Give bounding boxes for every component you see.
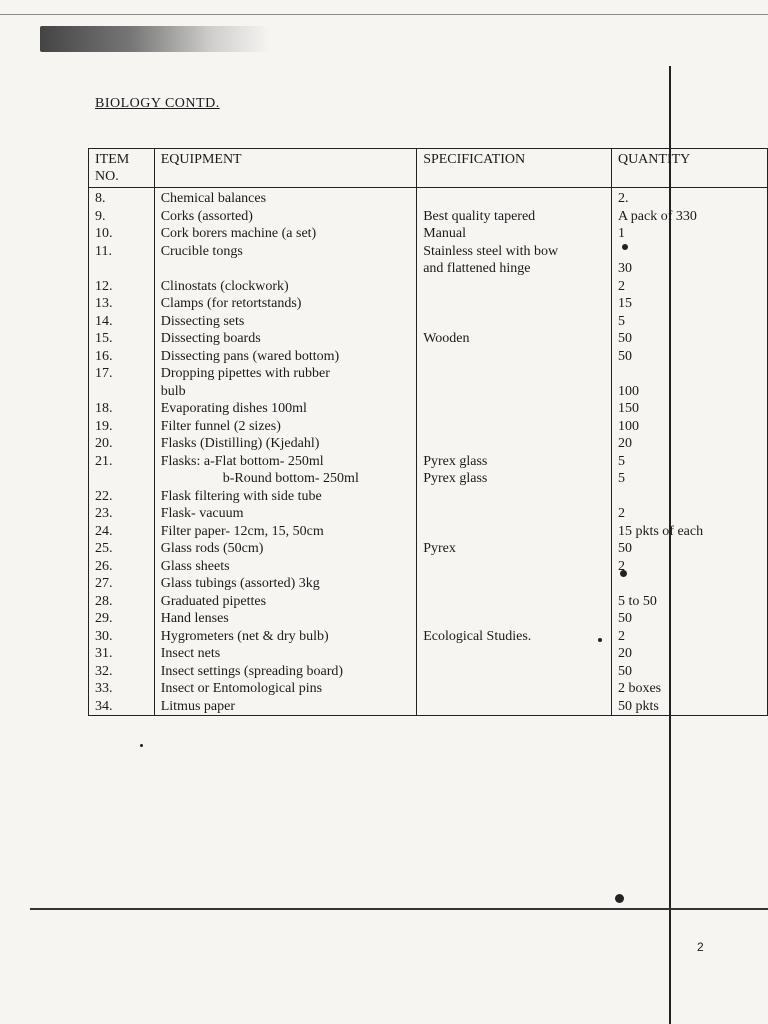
table-row — [89, 208, 768, 226]
table-row — [89, 225, 768, 243]
cell-specification — [417, 348, 612, 366]
table-row — [89, 383, 768, 401]
table-row — [89, 295, 768, 313]
cell-quantity: 2 — [611, 628, 767, 646]
table-row — [89, 435, 768, 453]
cell-quantity: 20 — [611, 435, 767, 453]
cell-equipment: Litmus paper — [154, 698, 416, 716]
cell-specification — [417, 488, 612, 506]
cell-specification — [417, 435, 612, 453]
cell-specification: Best quality tapered — [417, 208, 612, 226]
cell-item-no: 15. — [89, 330, 155, 348]
cell-item-no: 12. — [89, 278, 155, 296]
cell-quantity: 2 — [611, 505, 767, 523]
cell-specification — [417, 278, 612, 296]
cell-quantity: 2 — [611, 278, 767, 296]
table-row — [89, 348, 768, 366]
cell-specification: Ecological Studies. — [417, 628, 612, 646]
cell-equipment: Insect nets — [154, 645, 416, 663]
table-row — [89, 523, 768, 541]
table-row — [89, 313, 768, 331]
table-row — [89, 243, 768, 261]
cell-equipment: Glass tubings (assorted) 3kg — [154, 575, 416, 593]
page-heading: BIOLOGY CONTD. — [95, 96, 220, 111]
cell-quantity: 20 — [611, 645, 767, 663]
cell-quantity: 50 — [611, 610, 767, 628]
cell-quantity — [611, 575, 767, 593]
cell-equipment: Glass sheets — [154, 558, 416, 576]
cell-item-no — [89, 383, 155, 401]
cell-specification — [417, 523, 612, 541]
cell-equipment: Glass rods (50cm) — [154, 540, 416, 558]
cell-quantity: 50 pkts — [611, 698, 767, 716]
cell-item-no: 23. — [89, 505, 155, 523]
table-row — [89, 540, 768, 558]
table-row — [89, 680, 768, 698]
cell-equipment: Clinostats (clockwork) — [154, 278, 416, 296]
cell-equipment: Flask- vacuum — [154, 505, 416, 523]
cell-item-no: 33. — [89, 680, 155, 698]
table-row — [89, 488, 768, 506]
cell-item-no: 16. — [89, 348, 155, 366]
table-row — [89, 575, 768, 593]
cell-specification — [417, 295, 612, 313]
table-row — [89, 453, 768, 471]
cell-specification — [417, 400, 612, 418]
table-row — [89, 628, 768, 646]
cell-item-no: 29. — [89, 610, 155, 628]
cell-specification: Pyrex glass — [417, 470, 612, 488]
cell-equipment: Flasks (Distilling) (Kjedahl) — [154, 435, 416, 453]
cell-item-no: 27. — [89, 575, 155, 593]
cell-specification — [417, 663, 612, 681]
scan-edge-line — [0, 14, 768, 15]
cell-equipment: Insect settings (spreading board) — [154, 663, 416, 681]
cell-equipment: Hand lenses — [154, 610, 416, 628]
cell-quantity: 50 — [611, 540, 767, 558]
cell-equipment: b-Round bottom- 250ml — [154, 470, 416, 488]
header-quantity: QUANTITY — [611, 149, 767, 188]
cell-item-no: 32. — [89, 663, 155, 681]
cell-equipment: Dissecting sets — [154, 313, 416, 331]
table-row — [89, 593, 768, 611]
cell-equipment: Chemical balances — [154, 188, 416, 208]
table-row — [89, 645, 768, 663]
cell-item-no: 20. — [89, 435, 155, 453]
cell-equipment: Graduated pipettes — [154, 593, 416, 611]
table-row — [89, 663, 768, 681]
cell-specification — [417, 365, 612, 383]
cell-quantity: 15 — [611, 295, 767, 313]
cell-quantity: 5 to 50 — [611, 593, 767, 611]
cell-item-no: 22. — [89, 488, 155, 506]
cell-equipment — [154, 260, 416, 278]
cell-specification — [417, 698, 612, 716]
cell-quantity: 2 boxes — [611, 680, 767, 698]
cell-equipment: bulb — [154, 383, 416, 401]
cell-specification — [417, 188, 612, 208]
table-header-row — [89, 149, 768, 188]
cell-specification — [417, 645, 612, 663]
cell-item-no — [89, 470, 155, 488]
cell-equipment: Hygrometers (net & dry bulb) — [154, 628, 416, 646]
cell-item-no: 28. — [89, 593, 155, 611]
cell-equipment: Crucible tongs — [154, 243, 416, 261]
cell-item-no: 26. — [89, 558, 155, 576]
table-row — [89, 470, 768, 488]
cell-quantity: 5 — [611, 313, 767, 331]
cell-specification — [417, 558, 612, 576]
cell-item-no: 11. — [89, 243, 155, 261]
cell-item-no: 30. — [89, 628, 155, 646]
cell-specification: Manual — [417, 225, 612, 243]
cell-quantity — [611, 488, 767, 506]
cell-equipment: Flask filtering with side tube — [154, 488, 416, 506]
cell-item-no — [89, 260, 155, 278]
cell-equipment: Insect or Entomological pins — [154, 680, 416, 698]
cell-specification: Pyrex glass — [417, 453, 612, 471]
cell-specification — [417, 505, 612, 523]
cell-quantity: 30 — [611, 260, 767, 278]
cell-item-no: 9. — [89, 208, 155, 226]
cell-item-no: 21. — [89, 453, 155, 471]
cell-item-no: 13. — [89, 295, 155, 313]
cell-specification — [417, 610, 612, 628]
cell-quantity: 15 pkts of each — [611, 523, 767, 541]
cell-item-no: 10. — [89, 225, 155, 243]
table-row — [89, 260, 768, 278]
header-equipment: EQUIPMENT — [154, 149, 416, 188]
page-number: 2 — [697, 940, 704, 954]
cell-specification: and flattened hinge — [417, 260, 612, 278]
table-row — [89, 330, 768, 348]
cell-equipment: Evaporating dishes 100ml — [154, 400, 416, 418]
cell-equipment: Clamps (for retortstands) — [154, 295, 416, 313]
cell-item-no: 34. — [89, 698, 155, 716]
table-row — [89, 418, 768, 436]
table-row — [89, 365, 768, 383]
cell-item-no: 14. — [89, 313, 155, 331]
cell-specification — [417, 313, 612, 331]
cell-equipment: Cork borers machine (a set) — [154, 225, 416, 243]
cell-specification — [417, 593, 612, 611]
equipment-table — [88, 148, 768, 716]
table-row — [89, 505, 768, 523]
header-specification: SPECIFICATION — [417, 149, 612, 188]
cell-equipment: Filter paper- 12cm, 15, 50cm — [154, 523, 416, 541]
table-row — [89, 278, 768, 296]
cell-specification: Wooden — [417, 330, 612, 348]
cell-quantity: 2. — [611, 188, 767, 208]
scan-speck — [615, 894, 624, 903]
cell-specification — [417, 680, 612, 698]
cell-quantity: 50 — [611, 330, 767, 348]
cell-specification — [417, 575, 612, 593]
cell-item-no: 24. — [89, 523, 155, 541]
cell-equipment: Filter funnel (2 sizes) — [154, 418, 416, 436]
table-row — [89, 188, 768, 208]
cell-quantity: 1 — [611, 225, 767, 243]
cell-item-no: 31. — [89, 645, 155, 663]
scan-horizontal-line — [30, 908, 768, 910]
cell-item-no: 19. — [89, 418, 155, 436]
cell-equipment: Flasks: a-Flat bottom- 250ml — [154, 453, 416, 471]
cell-specification — [417, 383, 612, 401]
cell-quantity: 5 — [611, 453, 767, 471]
cell-equipment: Dissecting pans (wared bottom) — [154, 348, 416, 366]
cell-quantity — [611, 365, 767, 383]
cell-quantity: 100 — [611, 383, 767, 401]
cell-quantity: A pack of 330 — [611, 208, 767, 226]
table-row — [89, 698, 768, 716]
cell-quantity — [611, 243, 767, 261]
cell-specification: Pyrex — [417, 540, 612, 558]
cell-item-no: 18. — [89, 400, 155, 418]
table-row — [89, 610, 768, 628]
cell-specification: Stainless steel with bow — [417, 243, 612, 261]
cell-quantity: 50 — [611, 663, 767, 681]
cell-quantity: 150 — [611, 400, 767, 418]
cell-quantity: 2 — [611, 558, 767, 576]
cell-equipment: Dropping pipettes with rubber — [154, 365, 416, 383]
table-row — [89, 400, 768, 418]
header-item-no: ITEM NO. — [89, 149, 155, 188]
cell-specification — [417, 418, 612, 436]
cell-equipment: Dissecting boards — [154, 330, 416, 348]
table-row — [89, 558, 768, 576]
cell-quantity: 50 — [611, 348, 767, 366]
cell-quantity: 5 — [611, 470, 767, 488]
cell-item-no: 25. — [89, 540, 155, 558]
scan-smudge — [40, 26, 270, 52]
cell-quantity: 100 — [611, 418, 767, 436]
cell-item-no: 17. — [89, 365, 155, 383]
cell-equipment: Corks (assorted) — [154, 208, 416, 226]
scan-speck — [140, 744, 143, 747]
cell-item-no: 8. — [89, 188, 155, 208]
